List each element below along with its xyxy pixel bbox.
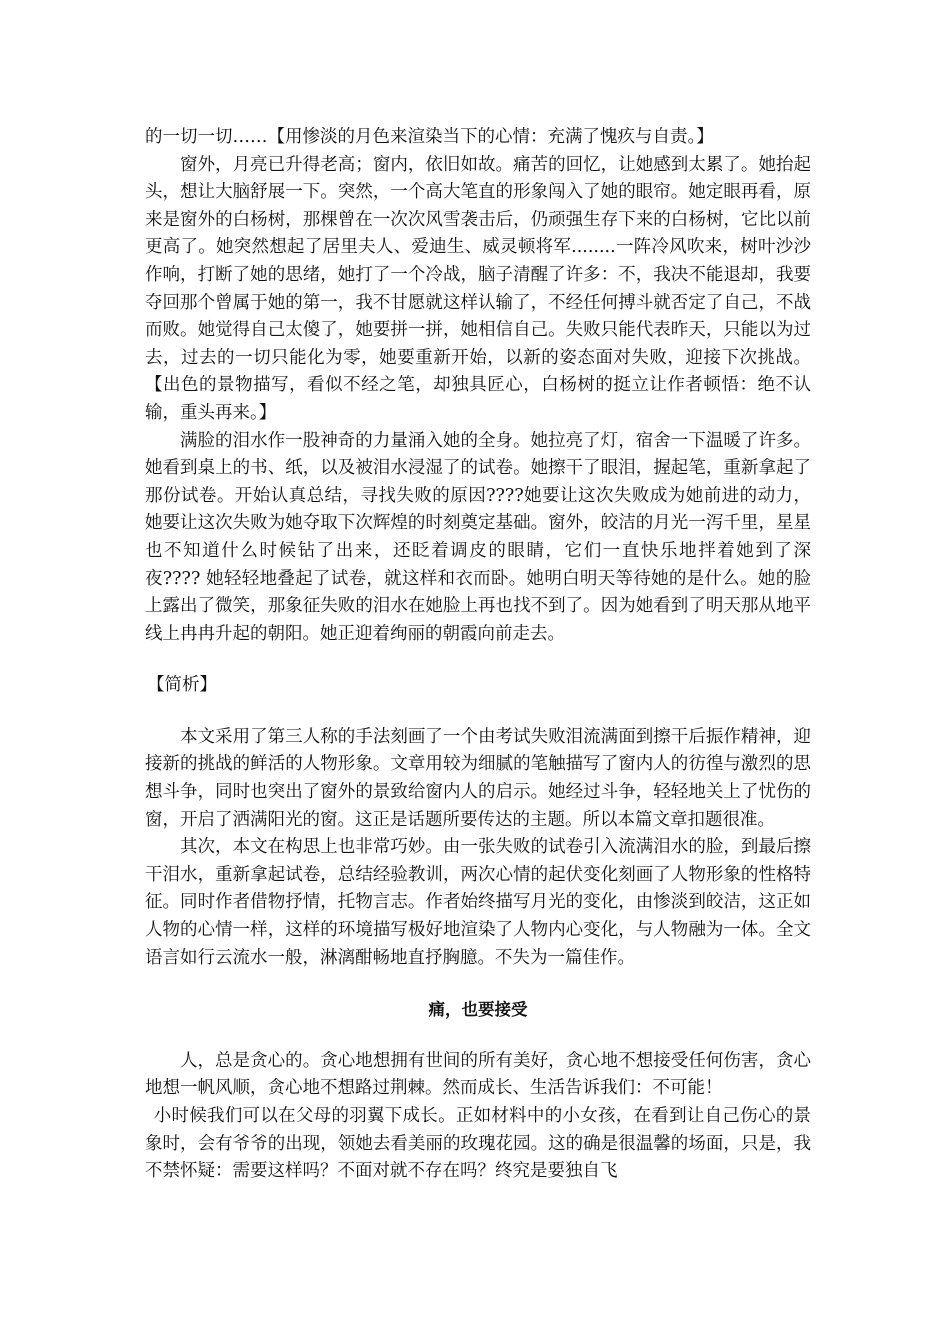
essay-paragraph-1: 人，总是贪心的。贪心地想拥有世间的所有美好，贪心地不想接受任何伤害，贪心地想一帆风顺，贪心地不想路过荆棘。然而成长、生活告诉我们：不可能！ [145, 1050, 811, 1099]
analysis-heading: 【简析】 [147, 675, 217, 696]
document-body [145, 124, 811, 1186]
essay-title: 痛，也要接受 [428, 1000, 528, 1020]
paragraph-tears-strength: 满脸的泪水作一股神奇的力量涌入她的全身。她拉亮了灯，宿舍一下温暖了许多。她看到桌上的书、纸，以及被泪水浸湿了的试卷。她擦干了眼泪，握起笔，重新拿起了那份试卷。开始认真总结，寻找失败的原因????她要让这次失败成为她前进的动力，她要让这次失败为她夺取下次辉煌的时刻奠定基础。窗外，皎洁的月光一泻千里，星星也不知道什么时候钻了出来，还眨着调皮的眼睛，它们一直快乐地拌着她到了深夜???? 她轻轻地叠起了试卷，就这样和衣而卧。她明白明天等待她的是什么。她的脸上露出了微笑，那象征失败的泪水在她脸上再也找不到了。因为她看到了明天那从地平线上冉冉升起的朝阳。她正迎着绚丽的朝霞向前走去。 [145, 430, 811, 644]
essay-paragraph-2: 小时候我们可以在父母的羽翼下成长。正如材料中的小女孩，在看到让自己伤心的景象时，会有爷爷的出现，领她去看美丽的玫瑰花园。这的确是很温馨的场面，只是，我不禁怀疑：需要这样吗？不面对就不存在吗？终究是要独自飞 [145, 1106, 811, 1182]
paragraph-continuation: 的一切一切……【用惨淡的月色来渲染当下的心情：充满了愧疚与自责。】 [145, 127, 714, 147]
spacer [145, 972, 811, 996]
paragraph-window-moon: 窗外，月亮已升得老高；窗内，依旧如故。痛苦的回忆，让她感到太累了。她抬起头，想让大脑舒展一下。突然，一个高大笔直的形象闯入了她的眼帘。她定眼再看，原来是窗外的白杨树，那棵曾在一次次风雪袭击后，仍顽强生存下来的白杨树，它比以前更高了。她突然想起了居里夫人、爱迪生、威灵顿将军........一阵冷风吹来，树叶沙沙作响，打断了她的思绪，她打了一个冷战，脑子清醒了许多：不，我决不能退却，我要夺回那个曾属于她的第一，我不甘愿就这样认输了，不经任何搏斗就否定了自己，不战而败。她觉得自己太傻了，她要拼一拼，她相信自己。失败只能代表昨天，只能以为过去，过去的一切只能化为零，她要重新开始，以新的姿态面对失败，迎接下次挑战。【出色的景物描写，看似不经之笔，却独具匠心，白杨树的挺立让作者顿悟：绝不认输，重头再来。】 [145, 154, 811, 423]
spacer [145, 700, 811, 724]
spacer [145, 648, 811, 672]
analysis-paragraph-2: 其次，本文在构思上也非常巧妙。由一张失败的试卷引入流满泪水的脸，到最后擦干泪水，重新拿起试卷，总结经验教训，两次心情的起伏变化刻画了人物形象的性格特征。同时作者借物抒情，托物言志。作者始终描写月光的变化，由惨淡到皎洁，这正如人物的心情一样，这样的环境描写极好地渲染了人物内心变化，与人物融为一体。全文语言如行云流水一般，淋漓酣畅地直抒胸臆。不失为一篇佳作。 [145, 837, 811, 968]
spacer [145, 1024, 811, 1048]
analysis-paragraph-1: 本文采用了第三人称的手法刻画了一个由考试失败泪流满面到擦干后振作精神，迎接新的挑战的鲜活的人物形象。文章用较为细腻的笔触描写了窗内人的彷徨与激烈的思想斗争，同时也突出了窗外的景致给窗内人的启示。她经过斗争，轻轻地关上了忧伤的窗，开启了洒满阳光的窗。这正是话题所要传达的主题。所以本篇文章扣题很准。 [145, 726, 811, 830]
